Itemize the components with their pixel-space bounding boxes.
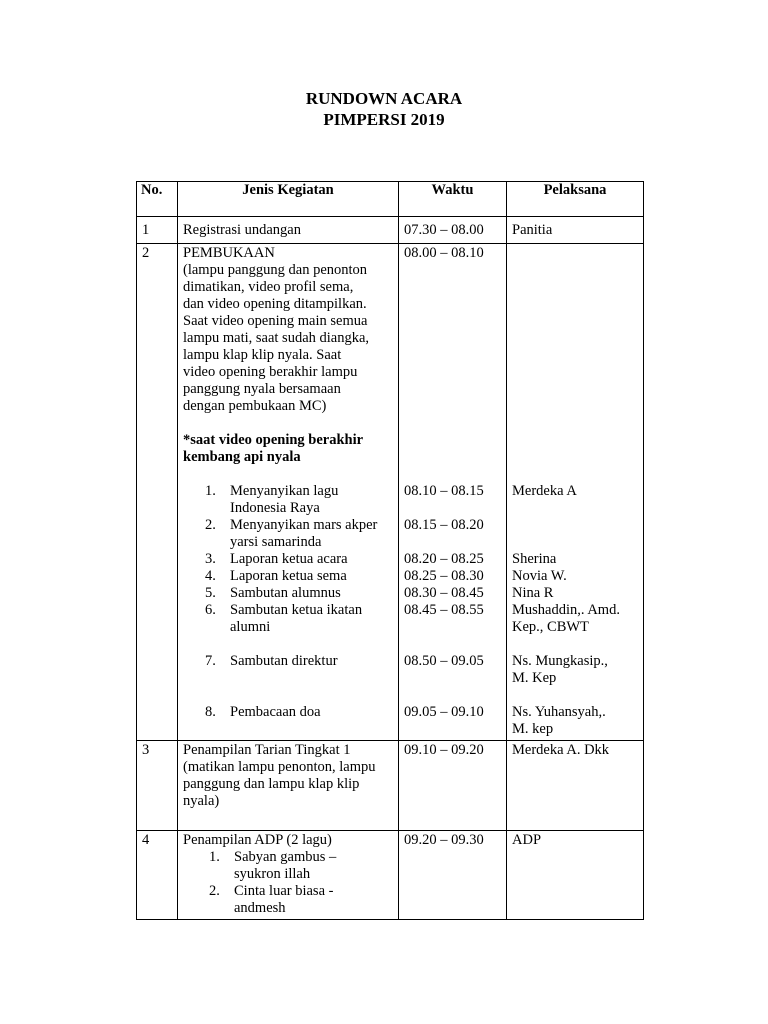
pelaksana-name: Nina R xyxy=(512,585,554,601)
list-number: 2. xyxy=(205,517,216,533)
list-number: 2. xyxy=(209,883,220,899)
time-value: 09.05 – 09.10 xyxy=(404,704,484,720)
header-time: Waktu xyxy=(399,182,507,217)
time-value: 08.00 – 08.10 xyxy=(404,245,484,261)
note-line: *saat video opening berakhir xyxy=(183,432,364,448)
title-line-1: RUNDOWN ACARA xyxy=(305,89,463,108)
list-number: 1. xyxy=(209,849,220,865)
list-item xyxy=(183,602,394,636)
row-time: 09.10 – 09.20 xyxy=(399,741,507,831)
list-number: 7. xyxy=(205,653,216,669)
row-pelaksana: ADP xyxy=(507,831,644,920)
pelaksana-name: Mushaddin,. Amd. xyxy=(512,602,620,618)
time-value: 08.10 – 08.15 xyxy=(404,483,484,499)
list-text: Cinta luar biasa - xyxy=(234,883,334,899)
list-item xyxy=(183,517,394,551)
pelaksana-name: Kep., CBWT xyxy=(512,619,589,635)
desc-line: lampu klap klip nyala. Saat xyxy=(183,347,342,363)
desc-line: dan video opening ditampilkan. xyxy=(183,296,367,312)
list-item xyxy=(183,551,394,568)
list-number: 3. xyxy=(205,551,216,567)
pelaksana-name: Novia W. xyxy=(512,568,567,584)
list-text: Menyanyikan lagu xyxy=(230,483,339,499)
list-item xyxy=(183,849,394,883)
row-pelaksana: Panitia xyxy=(507,217,644,244)
list-text: yarsi samarinda xyxy=(230,534,322,550)
activity-line: Penampilan Tarian Tingkat 1 xyxy=(183,742,351,758)
list-text: andmesh xyxy=(234,900,286,916)
pelaksana-name: M. kep xyxy=(512,721,554,737)
list-text: Pembacaan doa xyxy=(230,704,321,720)
list-number: 1. xyxy=(205,483,216,499)
time-value: 08.25 – 08.30 xyxy=(404,568,484,584)
row-time xyxy=(399,244,507,741)
header-pelaksana: Pelaksana xyxy=(507,182,644,217)
list-text: Indonesia Raya xyxy=(230,500,320,516)
row-activity: Registrasi undangan xyxy=(178,217,399,244)
list-number: 8. xyxy=(205,704,216,720)
time-value: 08.30 – 08.45 xyxy=(404,585,484,601)
list-text: Laporan ketua sema xyxy=(230,568,347,584)
list-text: syukron illah xyxy=(234,866,311,882)
document-title xyxy=(0,88,768,130)
row-number-text: 2 xyxy=(142,245,150,261)
desc-line: panggung nyala bersamaan xyxy=(183,381,341,397)
desc-line: dimatikan, video profil sema, xyxy=(183,279,354,295)
row-number xyxy=(137,244,178,741)
time-value: 08.50 – 09.05 xyxy=(404,653,484,669)
header-activity: Jenis Kegiatan xyxy=(178,182,399,217)
list-item xyxy=(183,653,394,670)
desc-line: lampu mati, saat sudah diangka, xyxy=(183,330,370,346)
list-text: alumni xyxy=(230,619,271,635)
list-number: 5. xyxy=(205,585,216,601)
row-number: 3 xyxy=(137,741,178,831)
row-time: 07.30 – 08.00 xyxy=(399,217,507,244)
list-text: Menyanyikan mars akper xyxy=(230,517,378,533)
list-text: Laporan ketua acara xyxy=(230,551,348,567)
pelaksana-name: M. Kep xyxy=(512,670,557,686)
desc-line: video opening berakhir lampu xyxy=(183,364,358,380)
row-number: 1 xyxy=(137,217,178,244)
activity-line: Penampilan ADP (2 lagu) xyxy=(183,832,332,848)
list-item xyxy=(183,483,394,517)
list-number: 6. xyxy=(205,602,216,618)
list-text: Sambutan alumnus xyxy=(230,585,341,601)
list-text: Sambutan ketua ikatan xyxy=(230,602,363,618)
rundown-table xyxy=(136,181,644,920)
opening-heading: PEMBUKAAN xyxy=(183,245,275,261)
row-pelaksana: Merdeka A. Dkk xyxy=(507,741,644,831)
activity-line: panggung dan lampu klap klip xyxy=(183,776,360,792)
list-item xyxy=(183,883,394,917)
row-pelaksana xyxy=(507,244,644,741)
note-line: kembang api nyala xyxy=(183,449,301,465)
time-value: 08.20 – 08.25 xyxy=(404,551,484,567)
activity-line: (matikan lampu penonton, lampu xyxy=(183,759,376,775)
list-item xyxy=(183,585,394,602)
table-row xyxy=(137,741,644,831)
row-number: 4 xyxy=(137,831,178,920)
table-row xyxy=(137,244,644,741)
header-no: No. xyxy=(137,182,178,217)
desc-line: (lampu panggung dan penonton xyxy=(183,262,368,278)
pelaksana-name: Ns. Mungkasip., xyxy=(512,653,608,669)
table-row xyxy=(137,217,644,244)
table-header-row xyxy=(137,182,644,217)
row-time: 09.20 – 09.30 xyxy=(399,831,507,920)
table-row xyxy=(137,831,644,920)
time-value: 08.15 – 08.20 xyxy=(404,517,484,533)
list-item xyxy=(183,568,394,585)
list-number: 4. xyxy=(205,568,216,584)
pelaksana-name: Sherina xyxy=(512,551,557,567)
list-item xyxy=(183,704,394,721)
time-value: 08.45 – 08.55 xyxy=(404,602,484,618)
desc-line: dengan pembukaan MC) xyxy=(183,398,327,414)
desc-line: Saat video opening main semua xyxy=(183,313,368,329)
row-activity xyxy=(178,244,399,741)
pelaksana-name: Merdeka A xyxy=(512,483,577,499)
title-line-2: PIMPERSI 2019 xyxy=(323,110,445,129)
activity-line: nyala) xyxy=(183,793,220,809)
list-text: Sambutan direktur xyxy=(230,653,338,669)
pelaksana-name: Ns. Yuhansyah,. xyxy=(512,704,606,720)
row-activity xyxy=(178,831,399,920)
list-text: Sabyan gambus – xyxy=(234,849,337,865)
row-activity xyxy=(178,741,399,831)
